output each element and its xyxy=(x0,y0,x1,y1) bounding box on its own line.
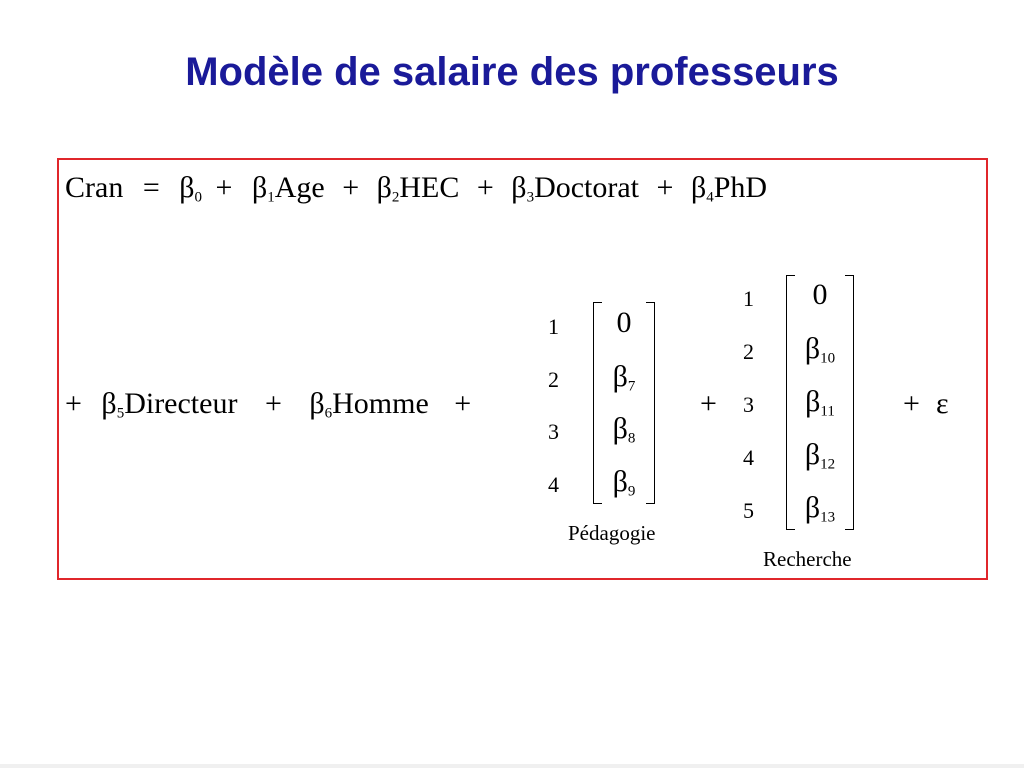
plus-sign: + xyxy=(454,387,472,420)
pedagogie-index-3: 3 xyxy=(548,419,559,444)
footer-rule xyxy=(0,764,1024,768)
var-age: Age xyxy=(274,171,325,204)
recherche-left-bracket xyxy=(786,275,795,530)
beta-5-subscript: 5 xyxy=(116,405,125,422)
plus-sign: + xyxy=(476,171,494,204)
var-hec: HEC xyxy=(399,171,460,204)
epsilon: ε xyxy=(936,387,949,420)
var-phd: PhD xyxy=(713,171,768,204)
recherche-coef-5: $\beta_{13}$ xyxy=(804,491,836,526)
beta-4: β xyxy=(690,171,707,204)
pedagogie-coef-2: $\beta_7$ xyxy=(612,360,636,395)
recherche-coef-1: 0 xyxy=(812,278,828,311)
pedagogie-coef-1: 0 xyxy=(616,306,632,339)
var-homme: Homme xyxy=(332,387,429,420)
pedagogie-index-1: 1 xyxy=(548,314,559,339)
pedagogie-index-2: 2 xyxy=(548,367,559,392)
plus-sign: + xyxy=(342,171,360,204)
beta-6: β xyxy=(309,387,325,420)
equation-line-1 xyxy=(65,171,768,206)
beta-0: β xyxy=(179,171,195,204)
pedagogie-coef-3: $\beta_8$ xyxy=(612,412,636,447)
pedagogie-index-4: 4 xyxy=(548,472,559,497)
recherche-index-4: 4 xyxy=(743,445,754,470)
beta-2-subscript: 2 xyxy=(391,189,400,206)
beta-1: β xyxy=(251,171,268,204)
slide-title: Modèle de salaire des professeurs xyxy=(185,50,839,94)
beta-2: β xyxy=(376,171,392,204)
beta-4-subscript: 4 xyxy=(706,189,714,206)
plus-sign: + xyxy=(903,387,920,420)
recherche-index-3: 3 xyxy=(743,392,754,417)
beta-1-subscript: 1 xyxy=(267,189,275,206)
plus-sign: + xyxy=(700,387,717,420)
recherche-right-bracket xyxy=(845,275,854,530)
lhs-cran: Cran xyxy=(65,171,124,204)
plus-sign: + xyxy=(656,171,674,204)
pedagogie-coef-4: $\beta_9$ xyxy=(612,465,636,500)
plus-sign: + xyxy=(65,387,82,420)
pedagogie-right-bracket xyxy=(646,302,655,504)
recherche-coef-4: $\beta_{12}$ xyxy=(804,438,836,473)
recherche-index-5: 5 xyxy=(743,498,754,523)
equation-line-2 xyxy=(65,387,472,422)
recherche-coef-3: $\beta_{11}$ xyxy=(805,385,835,420)
var-doctorat: Doctorat xyxy=(534,171,640,204)
pedagogie-left-bracket xyxy=(593,302,602,504)
beta-3-subscript: 3 xyxy=(526,189,535,206)
plus-sign: + xyxy=(264,387,282,420)
plus-sign: + xyxy=(215,171,233,204)
beta-0-subscript: 0 xyxy=(194,189,203,206)
equals-sign: = xyxy=(142,171,160,204)
recherche-coef-2: $\beta_{10}$ xyxy=(804,332,836,367)
recherche-label: Recherche xyxy=(763,547,852,571)
beta-3: β xyxy=(511,171,527,204)
beta-6-subscript: 6 xyxy=(324,405,333,422)
recherche-index-2: 2 xyxy=(743,339,754,364)
recherche-index-1: 1 xyxy=(743,286,754,311)
pedagogie-label: Pédagogie xyxy=(568,521,656,545)
var-directeur: Directeur xyxy=(124,387,238,420)
beta-5: β xyxy=(101,387,117,420)
